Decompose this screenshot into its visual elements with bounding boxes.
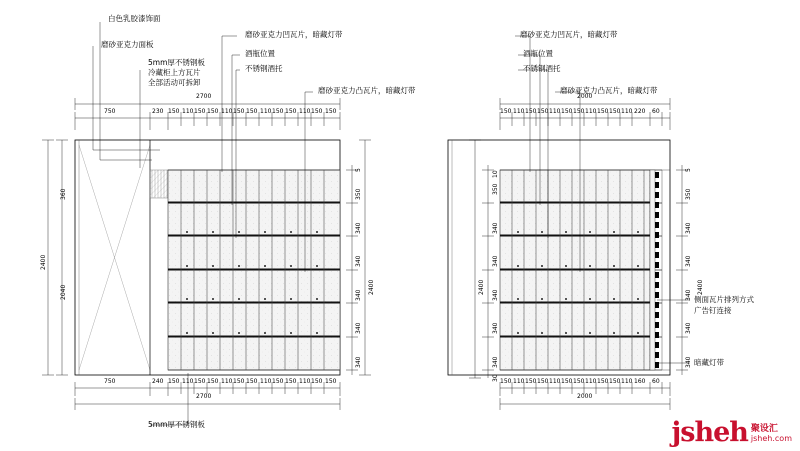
dim-top-r-10: 110 <box>621 108 633 115</box>
r-leader-label-bottle-position: 酒瓶位置 <box>523 49 553 58</box>
dim-bot-l-12: 110 <box>299 378 311 385</box>
dim-bot-r-9: 150 <box>609 378 621 385</box>
dim-top-l-0: 750 <box>104 108 116 115</box>
dim-bot-l-5: 150 <box>207 378 219 385</box>
dim-top-r-1: 110 <box>513 108 525 115</box>
leader-label-fridge-tile: 冷藏柜上方瓦片 <box>148 68 201 77</box>
dim-bot-l-3: 110 <box>182 378 194 385</box>
leader-label-removable: 全部活动可拆卸 <box>148 78 201 87</box>
dim-rv-right-3: 340 <box>685 255 692 267</box>
dim-rv-left-5: 340 <box>492 322 499 334</box>
bottom-note-steel-plate: 5mm厚不锈钢板 <box>148 420 205 429</box>
logo-cn-name: 聚设汇 <box>750 424 778 434</box>
dim-bot-l-14: 150 <box>325 378 337 385</box>
right-bottom-total-dim: 2000 <box>577 393 593 400</box>
dim-top-r-11: 220 <box>634 108 646 115</box>
left-top-total-dim: 2700 <box>196 93 212 100</box>
dim-rv-left-2: 340 <box>492 222 499 234</box>
dim-bot-r-1: 110 <box>513 378 525 385</box>
dim-bot-l-11: 150 <box>285 378 297 385</box>
dim-bot-r-4: 110 <box>549 378 561 385</box>
dim-rv-left-1: 10 <box>492 170 499 178</box>
dim-right-l-2: 340 <box>355 222 362 234</box>
dim-bot-l-13: 150 <box>311 378 323 385</box>
dim-bot-r-11: 160 <box>634 378 646 385</box>
dim-top-r-5: 150 <box>561 108 573 115</box>
dim-rv-right-4: 340 <box>685 289 692 301</box>
r-leader-label-convex-tile: 磨砂亚克力凸瓦片，暗藏灯带 <box>560 86 658 95</box>
dim-bot-r-7: 110 <box>585 378 597 385</box>
dim-left-total-2400: 2400 <box>40 254 47 270</box>
leader-label-acrylic-panel: 磨砂亚克力面板 <box>101 40 154 49</box>
r-leader-label-hidden-led: 暗藏灯带 <box>694 358 724 367</box>
dim-bot-r-12: 60 <box>652 378 660 385</box>
dim-bot-l-10: 150 <box>272 378 284 385</box>
logo-wordmark: jsheh <box>671 417 748 448</box>
dim-rv-left-total: 2400 <box>478 279 485 295</box>
dim-right-l-6: 340 <box>355 356 362 368</box>
dim-rv-right-total: 2400 <box>697 279 704 295</box>
dim-top-r-0: 150 <box>500 108 512 115</box>
dim-right-l-4: 340 <box>355 289 362 301</box>
dim-rv-right-1: 350 <box>685 188 692 200</box>
leader-label-white-latex: 白色乳胶漆饰面 <box>108 14 161 23</box>
leader-label-convex-tile: 磨砂亚克力凸瓦片，暗藏灯带 <box>318 86 416 95</box>
dim-top-r-8: 150 <box>597 108 609 115</box>
leader-label-concave-tile: 磨砂亚克力凹瓦片，暗藏灯带 <box>245 30 343 39</box>
dim-rv-right-0: 5 <box>685 168 692 172</box>
leader-label-steel-plate: 5mm厚不锈钢板 <box>148 58 205 67</box>
dim-rv-right-2: 340 <box>685 222 692 234</box>
dim-bot-l-0: 750 <box>104 378 116 385</box>
r-leader-label-steel-bottle-holder: 不锈钢酒托 <box>523 64 561 73</box>
dim-bot-r-6: 150 <box>573 378 585 385</box>
dim-top-l-13: 150 <box>311 108 323 115</box>
dim-right-l-5: 340 <box>355 322 362 334</box>
r-leader-label-ad-nail: 广告钉连接 <box>694 306 732 315</box>
dim-top-r-9: 150 <box>609 108 621 115</box>
dim-top-l-3: 110 <box>182 108 194 115</box>
dim-rv-left-6: 340 <box>492 356 499 368</box>
leader-label-bottle-position: 酒瓶位置 <box>245 49 275 58</box>
dim-top-l-2: 150 <box>168 108 180 115</box>
dim-bot-l-4: 150 <box>194 378 206 385</box>
r-leader-label-concave-tile: 磨砂亚克力凹瓦片，暗藏灯带 <box>520 30 618 39</box>
dim-bot-l-7: 150 <box>233 378 245 385</box>
dim-bot-r-5: 150 <box>561 378 573 385</box>
dim-top-l-10: 150 <box>272 108 284 115</box>
site-logo[interactable] <box>671 417 792 448</box>
r-leader-label-side-tile-arrangement: 侧面瓦片排列方式 <box>694 295 754 304</box>
dim-right-l-3: 340 <box>355 255 362 267</box>
dim-bot-r-0: 150 <box>500 378 512 385</box>
dim-bot-r-2: 150 <box>525 378 537 385</box>
dim-top-l-11: 150 <box>285 108 297 115</box>
logo-domain: jsheh.com <box>750 434 792 443</box>
dim-top-l-12: 110 <box>299 108 311 115</box>
dim-top-r-12: 60 <box>652 108 660 115</box>
dim-bot-l-1: 240 <box>152 378 164 385</box>
dim-top-l-1: 230 <box>152 108 164 115</box>
dim-bot-r-10: 110 <box>621 378 633 385</box>
dim-top-l-14: 150 <box>325 108 337 115</box>
logo-subtext <box>751 425 792 445</box>
dim-top-l-5: 150 <box>207 108 219 115</box>
dim-bot-l-6: 110 <box>221 378 233 385</box>
dim-rv-left-7: 30 <box>492 374 499 382</box>
dim-top-l-8: 150 <box>246 108 258 115</box>
dim-top-l-6: 110 <box>221 108 233 115</box>
dim-left-2040: 2040 <box>60 284 67 300</box>
left-elevation <box>42 22 371 425</box>
dim-right-l-0: 5 <box>355 168 362 172</box>
dim-rv-right-6: 340 <box>685 356 692 368</box>
dim-top-r-2: 150 <box>525 108 537 115</box>
dim-rv-right-5: 340 <box>685 322 692 334</box>
dim-top-r-3: 150 <box>537 108 549 115</box>
dim-rv-left-4: 340 <box>492 289 499 301</box>
dim-bot-r-8: 150 <box>597 378 609 385</box>
dim-top-r-7: 110 <box>585 108 597 115</box>
dim-top-l-4: 150 <box>194 108 206 115</box>
dim-left-360: 360 <box>60 188 67 200</box>
dim-top-l-9: 110 <box>260 108 272 115</box>
dim-right-l-1: 350 <box>355 188 362 200</box>
left-bottom-total-dim: 2700 <box>196 393 212 400</box>
dim-bot-l-9: 110 <box>260 378 272 385</box>
dim-right-l-total: 2400 <box>368 279 375 295</box>
dim-rv-left-0: 350 <box>492 183 499 195</box>
dim-bot-r-3: 150 <box>537 378 549 385</box>
leader-label-steel-bottle-holder: 不锈钢酒托 <box>245 64 283 73</box>
dim-bot-l-2: 150 <box>168 378 180 385</box>
dim-bot-l-8: 150 <box>246 378 258 385</box>
dim-top-r-4: 110 <box>549 108 561 115</box>
right-top-total-dim: 2000 <box>577 93 593 100</box>
dim-rv-left-3: 340 <box>492 255 499 267</box>
dim-top-r-6: 150 <box>573 108 585 115</box>
dim-top-l-7: 150 <box>233 108 245 115</box>
